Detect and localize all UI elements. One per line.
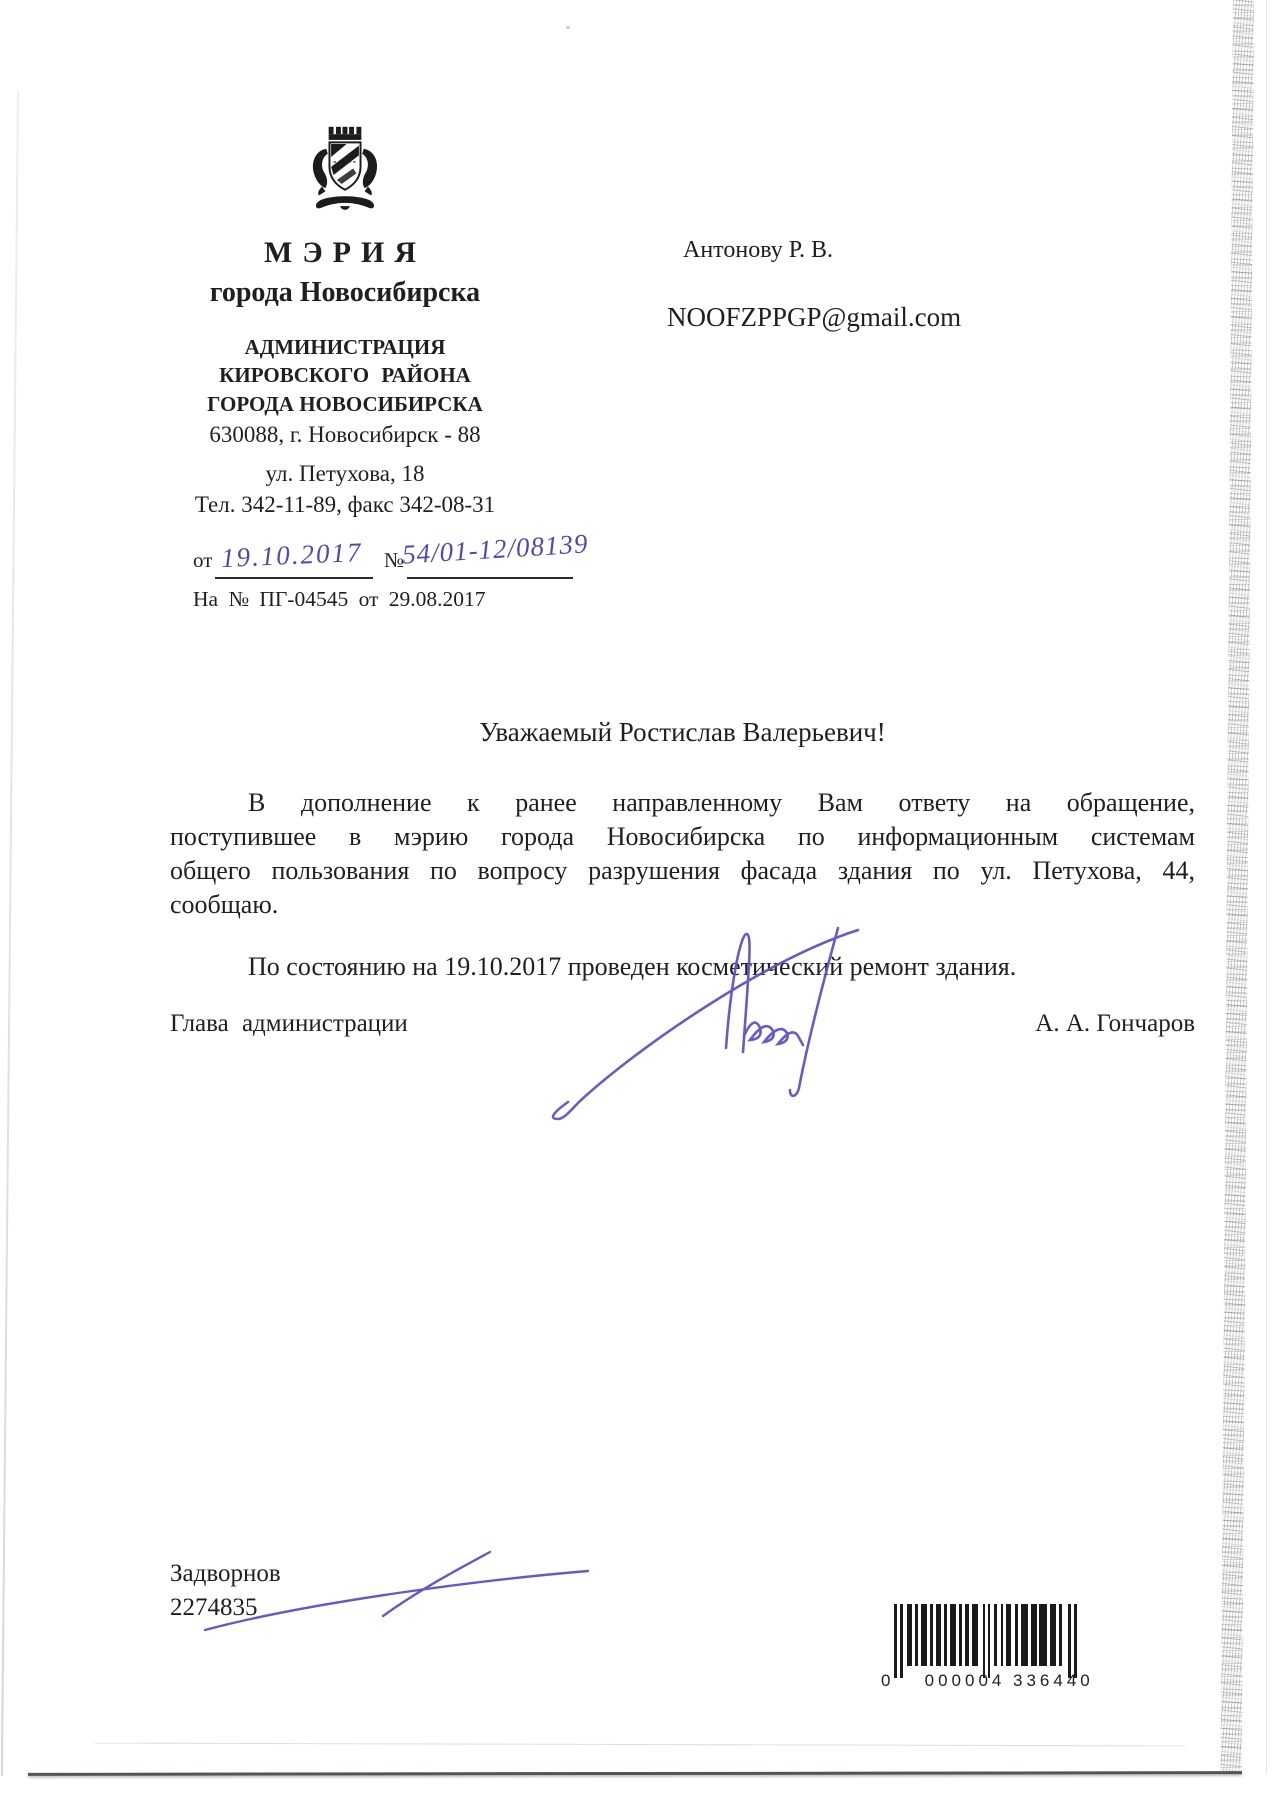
number-underline (407, 577, 573, 579)
page-bottom-edge-shadow (28, 1771, 1242, 1776)
recipient-email: NOOFZPPGP@gmail.com (667, 302, 962, 332)
barcode-lead-digit: 0 (881, 1671, 895, 1690)
executor-name: Задворнов (170, 1560, 281, 1587)
handwritten-outgoing-date: 19.10.2017 (220, 536, 364, 574)
page-right-fold-line (1266, 0, 1267, 1774)
dept-line1: АДМИНИСТРАЦИЯ (244, 335, 446, 359)
reply-reference-line: На № ПГ-04545 от 29.08.2017 (193, 587, 486, 611)
paper-bottom-crease (95, 1743, 1185, 1747)
ref-from-label: от (193, 548, 213, 572)
scan-speck (566, 26, 570, 29)
street-address: ул. Петухова, 18 (265, 461, 425, 486)
dept-line2: КИРОВСКОГО РАЙОНА (219, 363, 471, 387)
body-paragraph2: По состоянию на 19.10.2017 проведен косметический ремонт здания. (248, 952, 1017, 981)
phone-fax-line: Тел. 342-11-89, факс 342-08-31 (194, 492, 496, 517)
date-underline (215, 577, 373, 579)
salutation-line: Уважаемый Ростислав Валерьевич! (479, 717, 886, 747)
signer-name: А. А. Гончаров (1035, 1010, 1195, 1037)
handwritten-pen-strokes (190, 1538, 600, 1648)
body-line: общего пользования по вопросу разрушения фасада здания по ул. Петухова, 44, (170, 856, 1195, 885)
postal-address: 630088, г. Новосибирск - 88 (209, 422, 481, 447)
org-name-line1: МЭРИЯ (264, 236, 426, 269)
handwritten-signature (540, 918, 870, 1133)
executor-phone: 2274835 (170, 1594, 258, 1621)
signer-title: Глава администрации (170, 1010, 408, 1037)
barcode-digits-right: 336440 (1013, 1671, 1094, 1690)
novosibirsk-coat-of-arms-icon (303, 126, 387, 220)
org-name-line2: города Новосибирска (209, 277, 481, 308)
handwritten-outgoing-number: 54/01-12/08139 (401, 528, 590, 570)
barcode-digits-left: 000004 (924, 1671, 1006, 1690)
recipient-name: Антонову Р. В. (683, 237, 834, 263)
dept-line3: ГОРОДА НОВОСИБИРСКА (207, 392, 483, 416)
body-line: сообщаю. (170, 890, 279, 919)
ref-no-label: № (384, 548, 405, 572)
body-line: В дополнение к ранее направленному Вам ответу на обращение, (248, 788, 1195, 817)
scanner-noise-band (1221, 0, 1254, 1774)
body-line: поступившее в мэрию города Новосибирска по информационным системам (170, 822, 1195, 851)
page-left-edge-shadow (1, 92, 19, 1776)
